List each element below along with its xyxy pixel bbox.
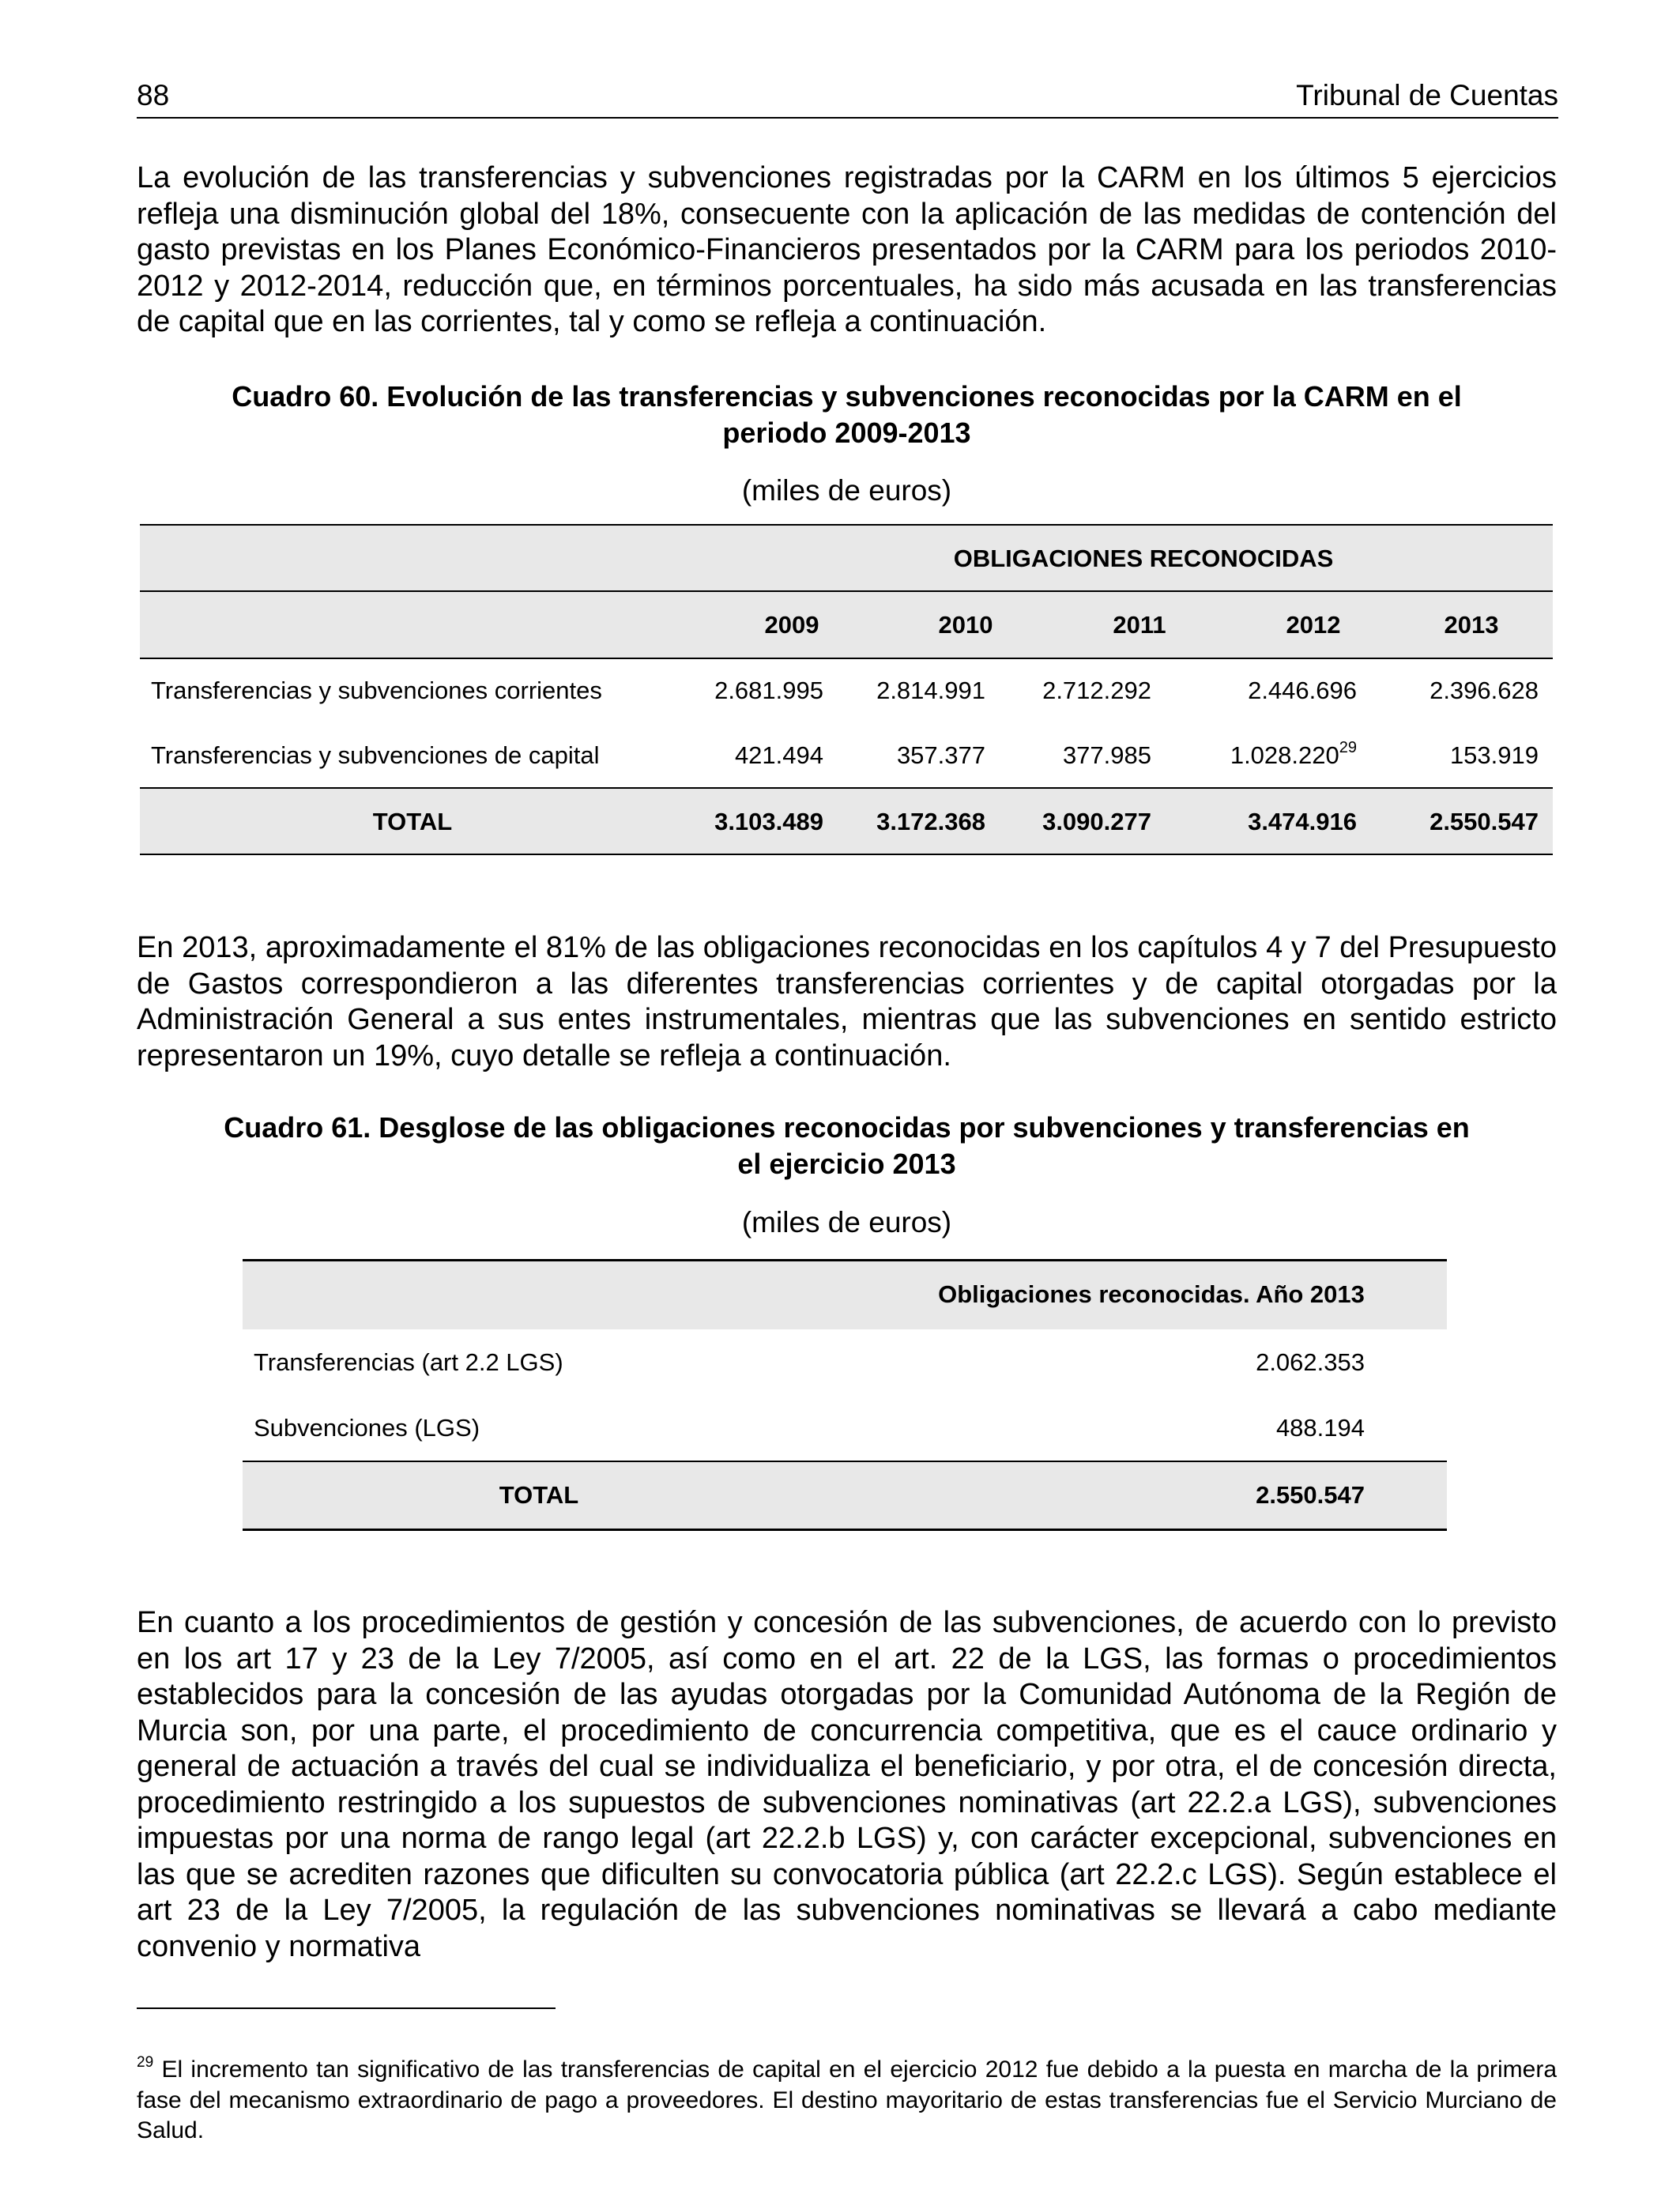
table60-year-header: 2013 xyxy=(1444,611,1499,639)
table61-units: (miles de euros) xyxy=(741,1206,952,1238)
table-cell: 2.062.353 xyxy=(1256,1348,1365,1376)
table-cell-value: 1.028.220 xyxy=(1230,741,1339,769)
table60-year-header: 2012 xyxy=(1286,611,1341,639)
footnote-ref[interactable]: 29 xyxy=(1339,739,1357,756)
table60-group-header: OBLIGACIONES RECONOCIDAS xyxy=(953,545,1334,572)
table61-caption-line2: el ejercicio 2013 xyxy=(737,1148,956,1180)
table-cell: 488.194 xyxy=(1275,1414,1365,1442)
row-label: Transferencias y subvenciones de capital xyxy=(151,741,600,769)
table60-caption-line2: periodo 2009-2013 xyxy=(722,417,971,449)
table61-column-header: Obligaciones reconocidas. Año 2013 xyxy=(938,1280,1365,1308)
table-cell: 2.396.628 xyxy=(1430,677,1539,704)
table61-total-row xyxy=(243,1461,1447,1531)
table60-year-header: 2009 xyxy=(764,611,819,639)
total-cell: 3.090.277 xyxy=(1042,808,1151,835)
table60-total-row xyxy=(140,787,1553,855)
total-cell: 2.550.547 xyxy=(1256,1481,1365,1509)
table61-caption xyxy=(137,1110,1557,1182)
table60-year-header: 2011 xyxy=(1113,611,1166,639)
table60-group-header-row xyxy=(140,524,1553,592)
table-cell: 377.985 xyxy=(1062,741,1151,769)
footnote-separator xyxy=(137,2007,556,2009)
footnote-text: El incremento tan significativo de las transferencias de capital en el ejercicio 2012 fue debido a la puesta en marcha de la primera fase del mecanismo extraordinario de pago a proveedores. El destino mayoritario de estas transferencias fue el Servicio Murciano de Salud. xyxy=(137,2056,1558,2143)
table61-caption-line1: Cuadro 61. Desglose de las obligaciones reconocidas por subvenciones y transferencias en xyxy=(224,1111,1470,1144)
table60-units: (miles de euros) xyxy=(741,474,952,507)
footnote-number: 29 xyxy=(137,2054,154,2071)
table-cell: 421.494 xyxy=(734,741,823,769)
table-cell-with-footnote xyxy=(1175,741,1357,770)
page-number: 88 xyxy=(137,79,170,111)
table-cell: 153.919 xyxy=(1449,741,1539,769)
table-row xyxy=(140,722,1553,787)
row-label: Transferencias y subvenciones corrientes xyxy=(151,677,602,704)
table60-year-header-row xyxy=(140,590,1553,659)
table60-year-header: 2010 xyxy=(938,611,993,639)
paragraph-evolution: La evolución de las transferencias y subvenciones registradas por la CARM en los últimos 5 ejercicios refleja una disminución global del 18%, consecuente con la aplicación de las medidas de contención del gasto previstas en los Planes Económico-Financieros presentados por la CARM para los periodos 2010-2012 y 2012-2014, reducción que, en términos porcentuales, ha sido más acusada en las transferencias de capital que en las corrientes, tal y como se refleja a continuación. xyxy=(137,161,1557,338)
total-cell: 3.103.489 xyxy=(714,808,823,835)
footnote xyxy=(137,2055,1557,2147)
table-cell: 2.446.696 xyxy=(1248,677,1357,704)
total-label: TOTAL xyxy=(499,1481,579,1509)
table-cell: 2.814.991 xyxy=(876,677,985,704)
table-row xyxy=(140,658,1553,722)
table-cell: 357.377 xyxy=(896,741,985,769)
table60-caption-line1: Cuadro 60. Evolución de las transferencias y subvenciones reconocidas por la CARM en el xyxy=(232,380,1462,413)
table60-caption xyxy=(137,379,1557,451)
organization-name: Tribunal de Cuentas xyxy=(1296,79,1558,111)
table-cell: 2.681.995 xyxy=(714,677,823,704)
running-header xyxy=(137,76,1558,119)
table-row xyxy=(243,1395,1447,1461)
table-cell: 2.712.292 xyxy=(1042,677,1151,704)
paragraph-distribution: En 2013, aproximadamente el 81% de las obligaciones reconocidas en los capítulos 4 y 7 del Presupuesto de Gastos correspondieron a las diferentes transferencias corrientes y de capital otorgadas por la Administración General a sus entes instrumentales, mientras que las subvenciones en sentido estricto representaron un 19%, cuyo detalle se refleja a continuación. xyxy=(137,931,1557,1072)
table61-header-row xyxy=(243,1259,1447,1329)
total-cell: 3.474.916 xyxy=(1248,808,1357,835)
total-cell: 3.172.368 xyxy=(876,808,985,835)
row-label: Subvenciones (LGS) xyxy=(254,1414,480,1442)
table-row xyxy=(243,1329,1447,1395)
total-label: TOTAL xyxy=(372,808,453,835)
row-label: Transferencias (art 2.2 LGS) xyxy=(254,1348,563,1376)
total-cell: 2.550.547 xyxy=(1430,808,1539,835)
paragraph-procedures: En cuanto a los procedimientos de gestión y concesión de las subvenciones, de acuerdo con lo previsto en los art 17 y 23 de la Ley 7/2005, así como en el art. 22 de la LGS, las formas o procedimientos establecidos para la concesión de las ayudas otorgadas por la Comunidad Autónoma de la Región de Murcia son, por una parte, el procedimiento de concurrencia competitiva, que es el cauce ordinario y general de actuación a través del cual se individualiza el beneficiario, y por otra, el de concesión directa, procedimiento restringido a los supuestos de subvenciones nominativas (art 22.2.a LGS), subvenciones impuestas por una norma de rango legal (art 22.2.b LGS) y, con carácter excepcional, subvenciones en las que se acrediten razones que dificulten su convocatoria pública (art 22.2.c LGS). Según establece el art 23 de la Ley 7/2005, la regulación de las subvenciones nominativas se llevará a cabo mediante convenio y normativa xyxy=(137,1606,1557,1963)
